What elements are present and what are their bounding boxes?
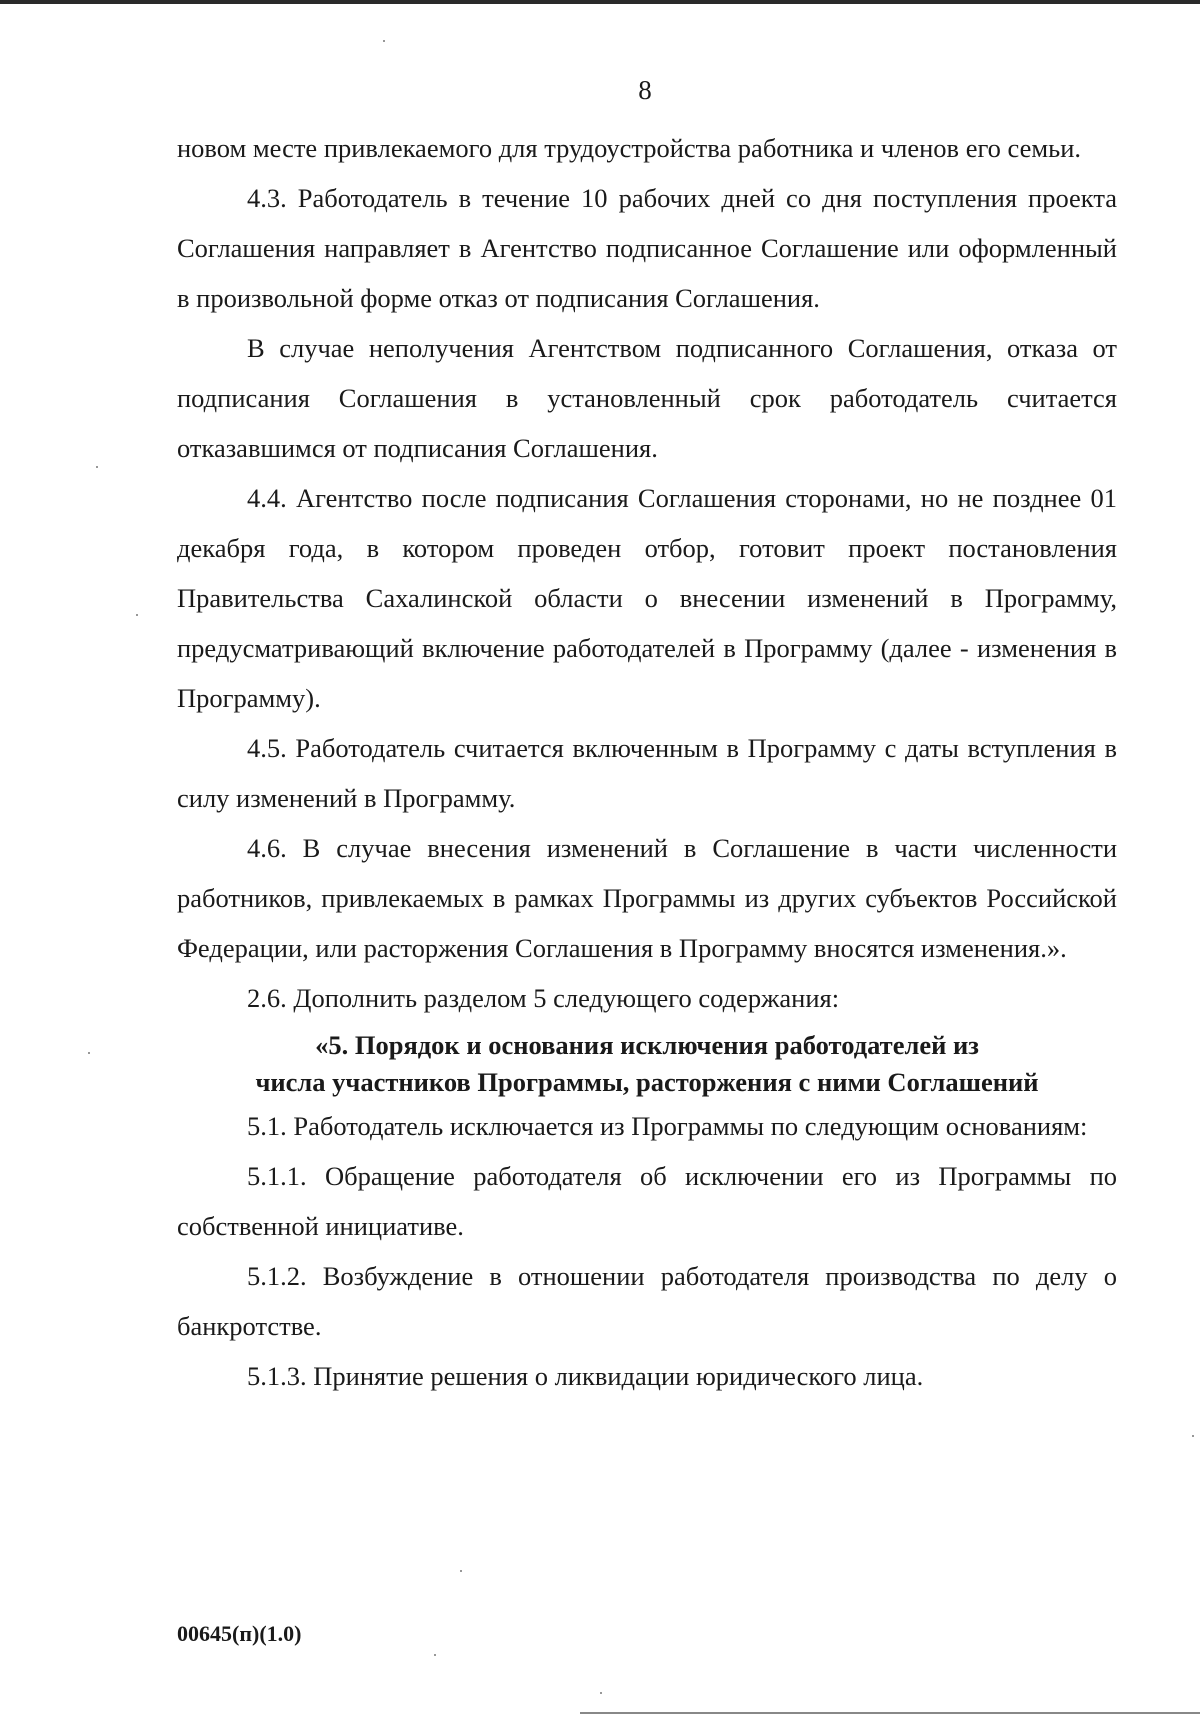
scan-speck — [88, 1052, 90, 1054]
section-5-heading-line1: «5. Порядок и основания исключения работодателей из — [315, 1030, 979, 1060]
paragraph-5-1-2: 5.1.2. Возбуждение в отношении работодателя производства по делу о банкротстве. — [177, 1261, 1117, 1341]
scan-speck — [383, 40, 385, 42]
document-body — [177, 123, 1117, 1401]
scan-speck — [136, 614, 138, 616]
paragraph-4-4: 4.4. Агентство после подписания Соглашения сторонами, но не позднее 01 декабря года, в котором проведен отбор, готовит проект постановления Правительства Сахалинской области о внесении изменений в Программу, предусматривающий включение работодателей в Программу (далее - изменения в Программу). — [177, 483, 1117, 713]
scan-edge-top — [0, 0, 1200, 4]
document-code: 00645(п)(1.0) — [177, 1621, 302, 1646]
page-number: 8 — [638, 75, 652, 105]
paragraph-4-5: 4.5. Работодатель считается включенным в Программу с даты вступления в силу изменений в Программу. — [177, 733, 1117, 813]
scan-edge-bottom — [580, 1712, 1200, 1714]
section-5-heading-line2: числа участников Программы, расторжения с ними Соглашений — [255, 1067, 1039, 1097]
paragraph-4-3-refusal: В случае неполучения Агентством подписанного Соглашения, отказа от подписания Соглашения в установленный срок работодатель считается отказавшимся от подписания Соглашения. — [177, 333, 1117, 463]
paragraph-5-1-1: 5.1.1. Обращение работодателя об исключении его из Программы по собственной инициативе. — [177, 1161, 1117, 1241]
paragraph-5-1-3: 5.1.3. Принятие решения о ликвидации юридического лица. — [247, 1361, 924, 1391]
scan-speck — [434, 1654, 436, 1656]
section-5-heading — [177, 1027, 1117, 1101]
scan-speck — [1192, 1435, 1194, 1437]
paragraph-5-1: 5.1. Работодатель исключается из Программы по следующим основаниям: — [247, 1111, 1088, 1141]
scan-speck — [460, 1570, 462, 1572]
paragraph-4-3: 4.3. Работодатель в течение 10 рабочих дней со дня поступления проекта Соглашения направляет в Агентство подписанное Соглашение или оформленный в произвольной форме отказ от подписания Соглашения. — [177, 183, 1117, 313]
paragraph-4-6: 4.6. В случае внесения изменений в Соглашение в части численности работников, привлекаемых в рамках Программы из других субъектов Российской Федерации, или расторжения Соглашения в Программу вносятся изменения.». — [177, 833, 1117, 963]
scan-speck — [600, 1692, 602, 1694]
paragraph-2-6: 2.6. Дополнить разделом 5 следующего содержания: — [247, 983, 840, 1013]
paragraph-continuation: новом месте привлекаемого для трудоустройства работника и членов его семьи. — [177, 133, 1082, 163]
scan-speck — [96, 466, 98, 468]
